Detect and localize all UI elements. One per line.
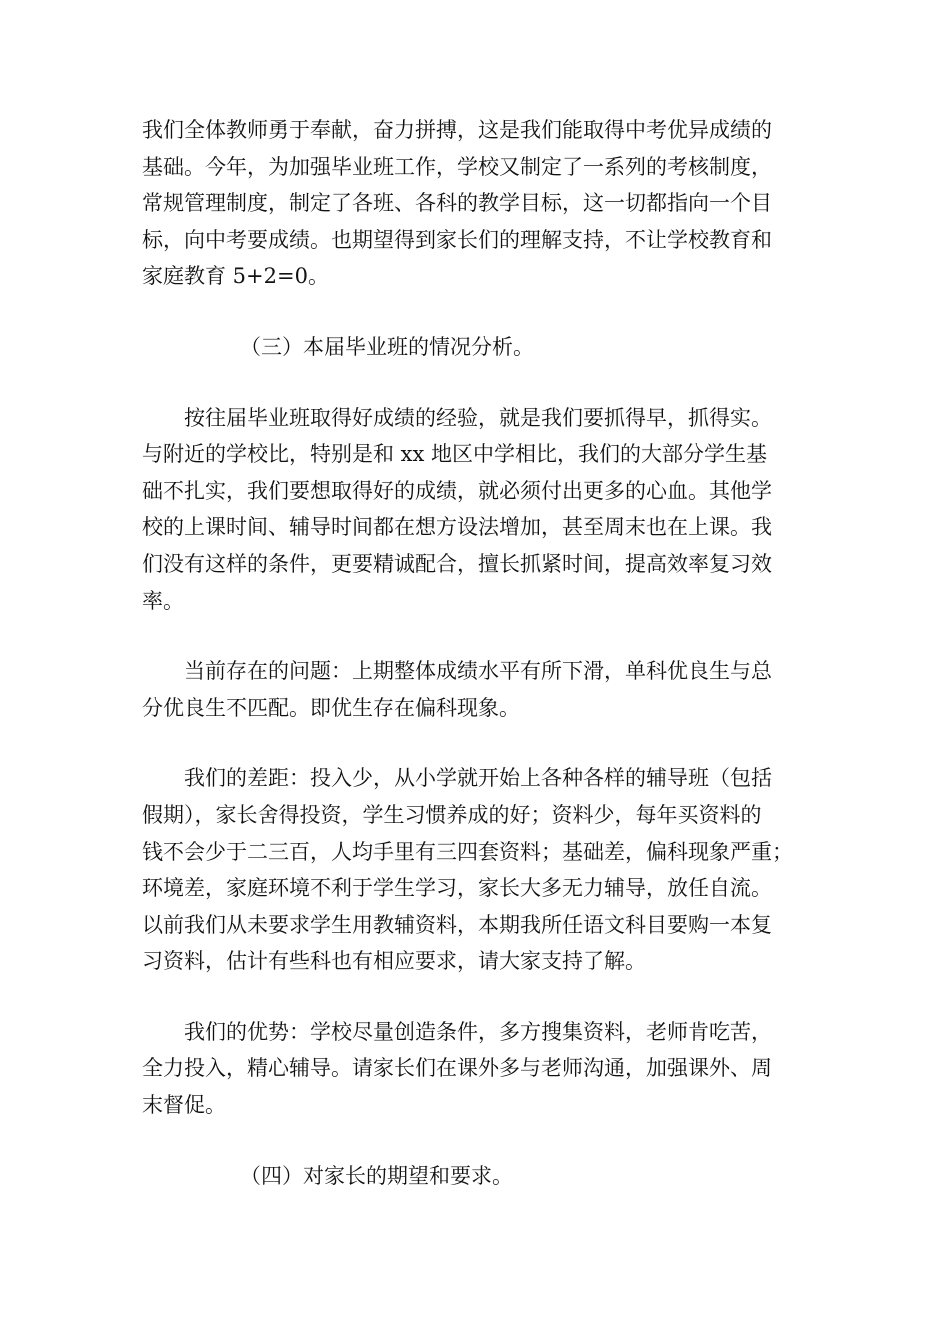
text-line: 以前我们从未要求学生用教辅资料，本期我所任语文科目要购一本复	[142, 912, 772, 937]
paragraph-our-advantages	[142, 1014, 812, 1124]
text-line: 我们的差距：投入少，从小学就开始上各种各样的辅导班（包括	[184, 766, 772, 791]
text-line: 假期），家长舍得投资，学生习惯养成的好；资料少，每年买资料的	[142, 802, 762, 827]
text-line: 钱不会少于二三百，人均手里有三四套资料；基础差，偏科现象严重；	[142, 839, 793, 864]
paragraph-current-problems	[142, 653, 812, 726]
text-line: 按往届毕业班取得好成绩的经验，就是我们要抓得早，抓得实。	[184, 405, 772, 430]
paragraph-spacer	[142, 1124, 812, 1158]
text-line: 当前存在的问题：上期整体成绩水平有所下滑，单科优良生与总	[184, 659, 772, 684]
paragraph-spacer	[142, 366, 812, 400]
text-line: 基础。今年，为加强毕业班工作，学校又制定了一系列的考核制度，	[142, 154, 772, 179]
text-line: 分优良生不匹配。即优生存在偏科现象。	[142, 695, 520, 720]
text-line: 我们全体教师勇于奉献，奋力拼搏，这是我们能取得中考优异成绩的	[142, 118, 772, 142]
text-line: 环境差，家庭环境不利于学生学习，家长大多无力辅导，放任自流。	[142, 876, 772, 901]
paragraph-spacer	[142, 295, 812, 329]
document-body	[142, 112, 812, 1194]
section-heading-4: （四）对家长的期望和要求。	[240, 1163, 513, 1188]
text-line: 与附近的学校比，特别是和 xx 地区中学相比，我们的大部分学生基	[142, 442, 768, 467]
text-line: 习资料，估计有些科也有相应要求，请大家支持了解。	[142, 949, 646, 974]
paragraph-spacer	[142, 980, 812, 1014]
paragraph-teachers-dedication	[142, 112, 812, 295]
paragraph-spacer	[142, 619, 812, 653]
text-line: 们没有这样的条件，更要精诚配合，擅长抓紧时间，提高效率复习效	[142, 551, 772, 576]
text-line: 率。	[142, 588, 184, 613]
paragraph-past-experience	[142, 400, 812, 620]
text-line: 末督促。	[142, 1093, 226, 1118]
section-heading-3: （三）本届毕业班的情况分析。	[240, 334, 534, 359]
text-line: 标，向中考要成绩。也期望得到家长们的理解支持，不让学校教育和	[142, 227, 772, 252]
paragraph-our-gaps	[142, 760, 812, 980]
text-line: 常规管理制度，制定了各班、各科的教学目标，这一切都指向一个目	[142, 191, 772, 216]
paragraph-spacer	[142, 726, 812, 760]
text-line: 全力投入，精心辅导。请家长们在课外多与老师沟通，加强课外、周	[142, 1056, 772, 1081]
text-line: 我们的优势：学校尽量创造条件，多方搜集资料，老师肯吃苦，	[184, 1019, 772, 1044]
text-line: 础不扎实，我们要想取得好的成绩，就必须付出更多的心血。其他学	[142, 478, 772, 503]
text-line: 家庭教育 5+2=0。	[142, 264, 329, 289]
text-line: 校的上课时间、辅导时间都在想方设法增加，甚至周末也在上课。我	[142, 515, 772, 540]
